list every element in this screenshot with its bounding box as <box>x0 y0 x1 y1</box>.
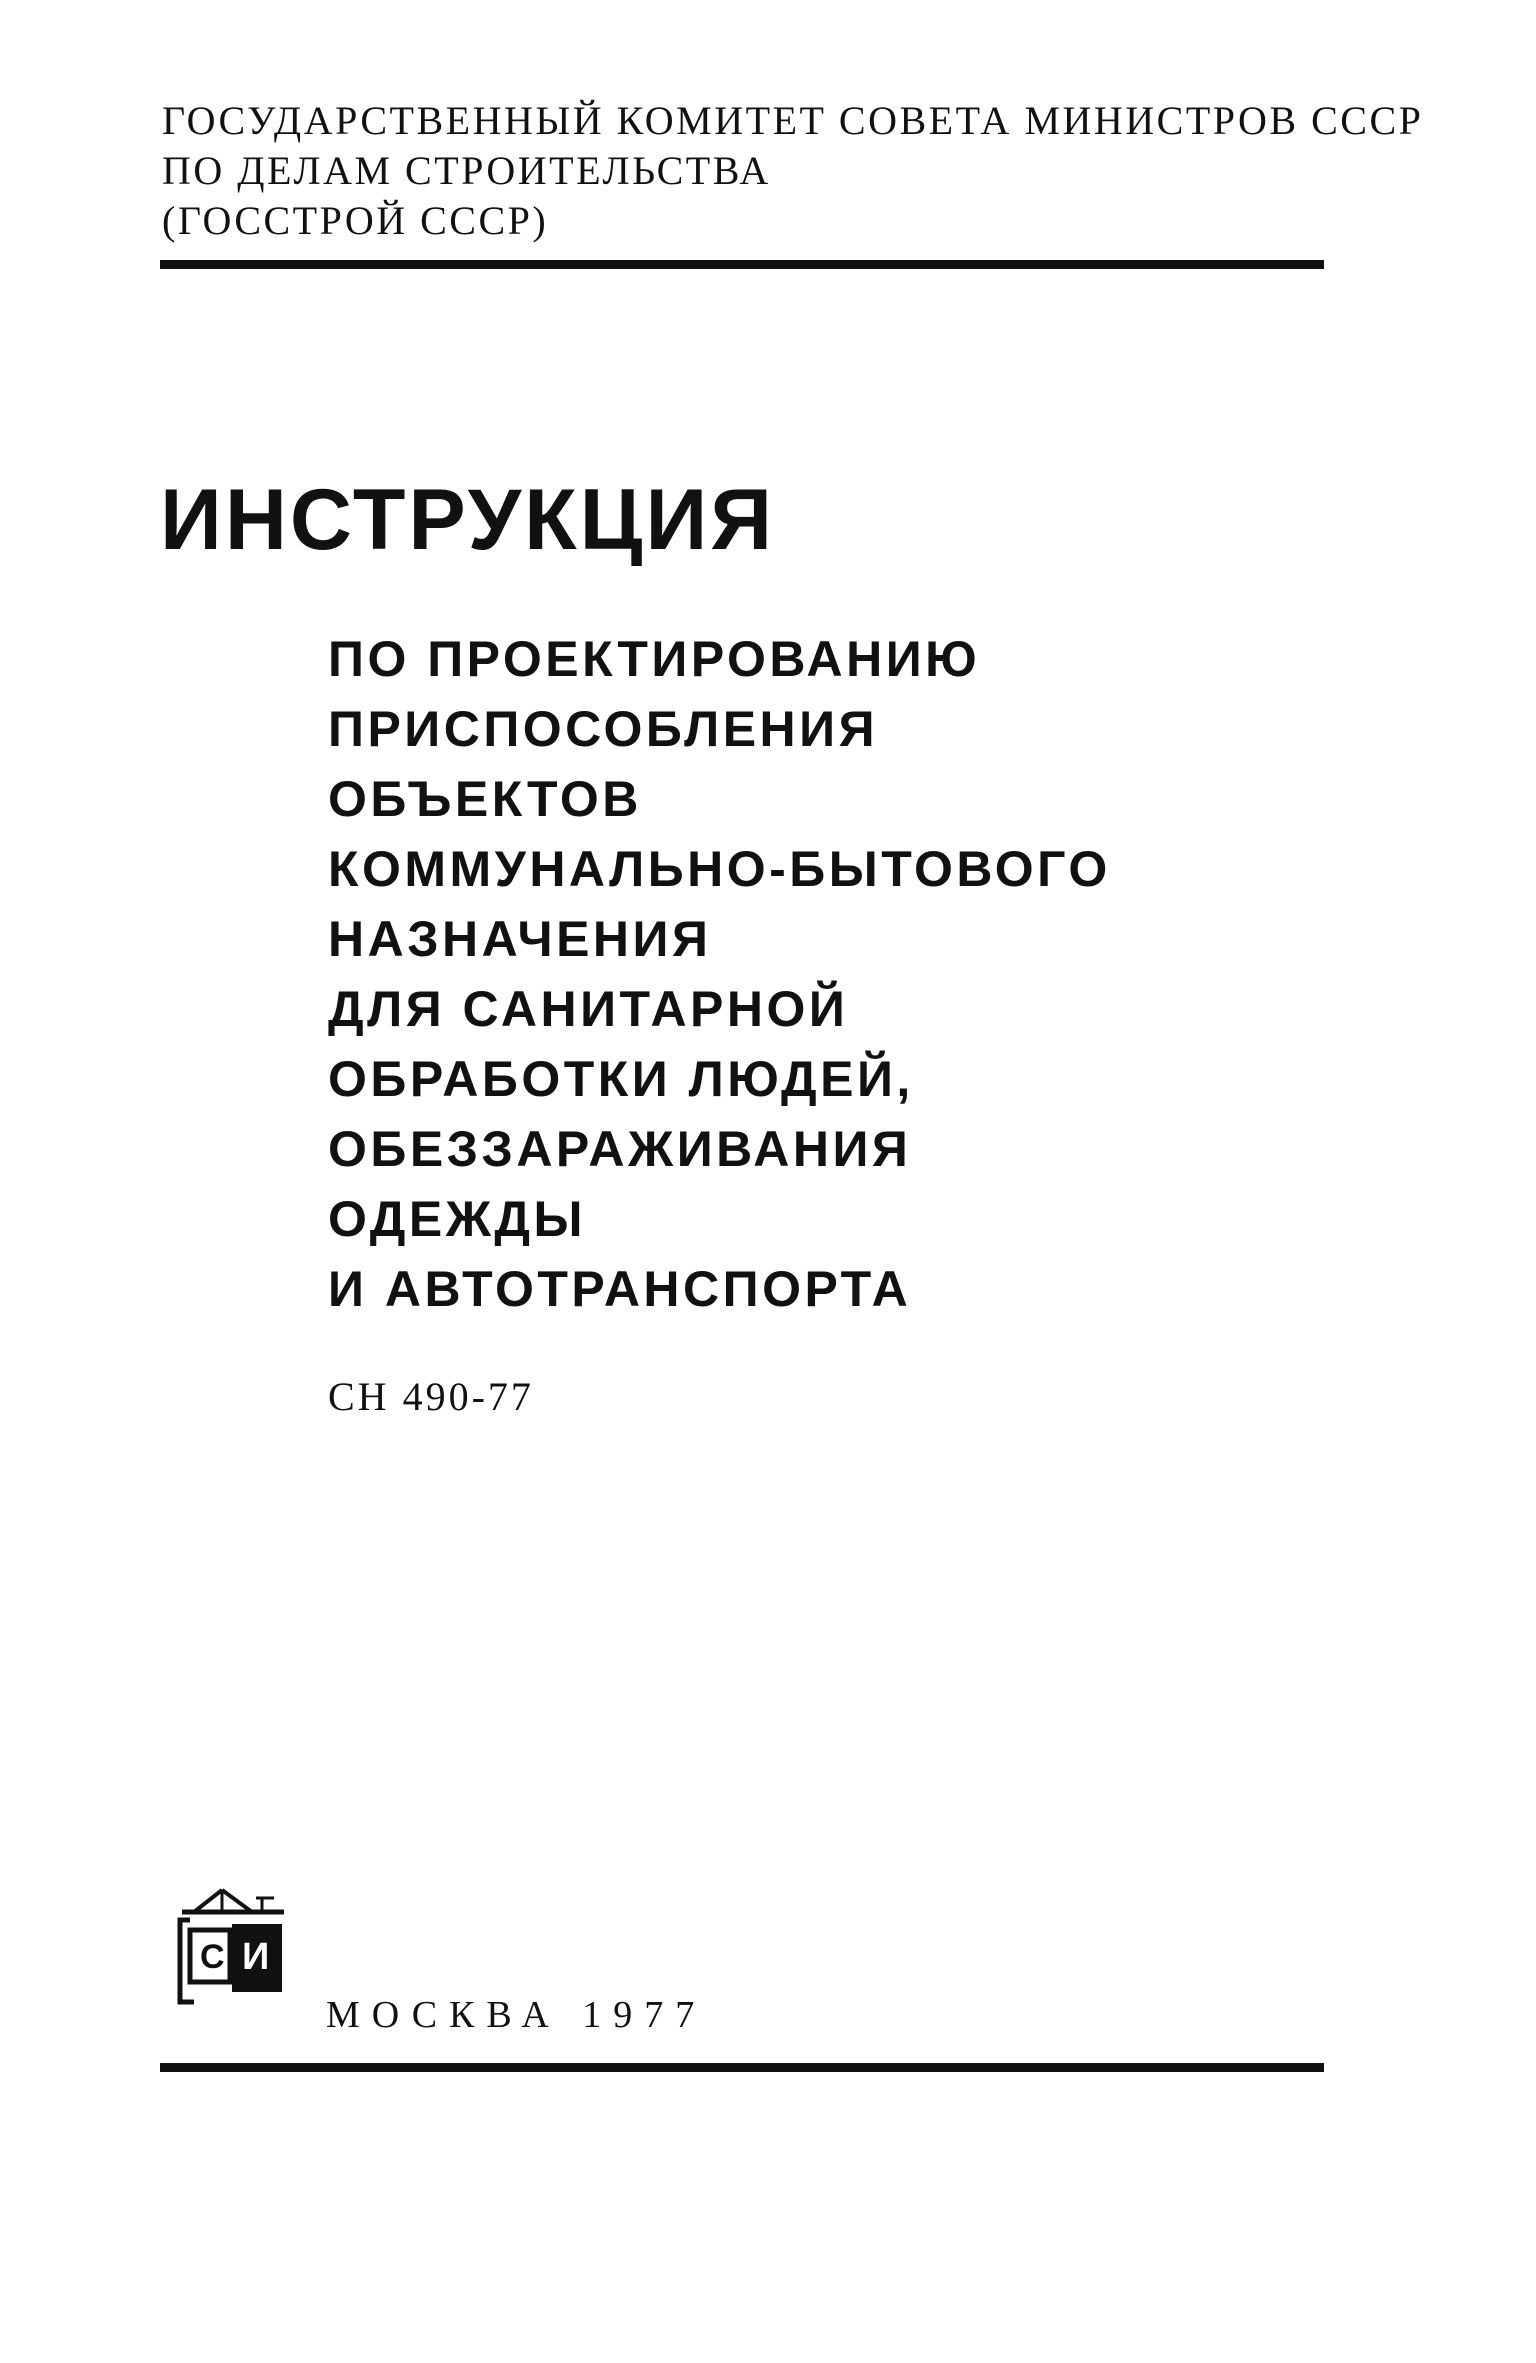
title-line: ОДЕЖДЫ <box>328 1191 586 1247</box>
title-line: НАЗНАЧЕНИЯ <box>328 911 712 967</box>
publisher-line: (ГОССТРОЙ СССР) <box>162 198 549 243</box>
document-type: ИНСТРУКЦИЯ <box>160 472 776 568</box>
publisher-logo-icon: С И <box>174 1884 304 2014</box>
title-line: И АВТОТРАНСПОРТА <box>328 1261 912 1317</box>
title-line: ОБЪЕКТОВ <box>328 771 642 827</box>
document-title <box>328 624 1428 1324</box>
publisher-block <box>162 96 1424 246</box>
title-line: КОММУНАЛЬНО-БЫТОВОГО <box>328 841 1111 897</box>
imprint: МОСКВА 1977 <box>326 1994 707 2036</box>
bottom-divider <box>160 2063 1324 2072</box>
title-line: ОБРАБОТКИ ЛЮДЕЙ, <box>328 1051 914 1107</box>
title-line: ПРИСПОСОБЛЕНИЯ <box>328 701 879 757</box>
document-code: СН 490-77 <box>328 1374 534 1419</box>
top-divider <box>160 260 1324 269</box>
publisher-line: ПО ДЕЛАМ СТРОИТЕЛЬСТВА <box>162 148 771 193</box>
title-line: ПО ПРОЕКТИРОВАНИЮ <box>328 631 981 687</box>
publisher-line: ГОСУДАРСТВЕННЫЙ КОМИТЕТ СОВЕТА МИНИСТРОВ СССР <box>162 98 1424 143</box>
title-line: ДЛЯ САНИТАРНОЙ <box>328 981 849 1037</box>
title-line: ОБЕЗЗАРАЖИВАНИЯ <box>328 1121 912 1177</box>
